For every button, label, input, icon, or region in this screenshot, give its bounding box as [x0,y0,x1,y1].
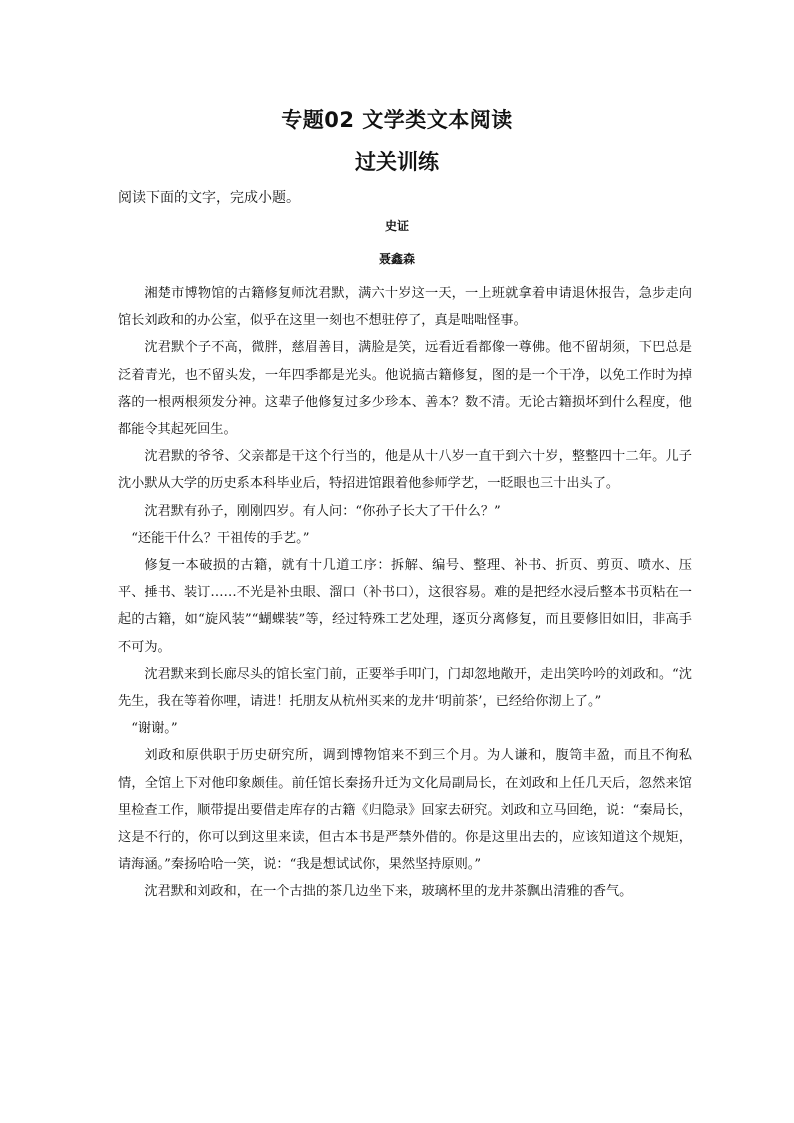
paragraph: 刘政和原供职于历史研究所，调到博物馆来不到三个月。为人谦和，腹笥丰盈，而且不徇私情，全馆上下对他印象颇佳。前任馆长秦扬升迁为文化局副局长，在刘政和上任几天后，忽然来馆里检查工作，顺带提出要借走库存的古籍《归隐录》回家去研究。刘政和立马回绝，说：“秦局长，这是不行的，你可以到这里来读，但古本书是严禁外借的。你是这里出去的，应该知道这个规矩，请海涵。”秦扬哈哈一笑，说：“我是想试试你，果然坚持原则。” [118,748,692,873]
paragraph: 沈君默的爷爷、父亲都是干这个行当的，他是从十八岁一直干到六十岁，整整四十二年。儿子沈小默从大学的历史系本科毕业后，特招进馆跟着他参师学艺，一眨眼也三十出头了。 [118,449,692,492]
paragraph: 沈君默个子不高，微胖，慈眉善目，满脸是笑，远看近看都像一尊佛。他不留胡须，下巴总是泛着青光，也不留头发，一年四季都是光头。他说搞古籍修复，图的是一个干净，以免工作时为掉落的一根两根须发分神。这辈子他修复过多少珍本、善本？数不清。无论古籍损坏到什么程度，他都能令其起死回生。 [118,340,692,438]
paragraph: 沈君默来到长廊尽头的馆长室门前，正要举手叩门，门却忽地敞开，走出笑吟吟的刘政和。“沈先生，我在等着你哩，请进！托朋友从杭州买来的龙井‘明前茶’，已经给你沏上了。” [118,666,692,710]
paragraph: 修复一本破损的古籍，就有十几道工序：拆解、编号、整理、补书、折页、剪页、喷水、压平、捶书、装订……不光是补虫眼、溜口（补书口），这很容易。难的是把经水浸后整本书页粘在一起的古籍，如“旋风装”“蝴蝶装”等，经过特殊工艺处理，逐页分离修复，而且要修旧如旧，非高手不可为。 [118,558,692,655]
paragraph: 沈君默有孙子，刚刚四岁。有人问：“你孙子长大了干什么？” [144,503,501,519]
story-body [118,280,692,906]
story-title: 史证 [384,219,409,233]
document-subtitle: 过关训练 [355,150,439,174]
paragraph: 湘楚市博物馆的古籍修复师沈君默，满六十岁这一天，一上班就拿着申请退休报告，急步走向馆长刘政和的办公室，似乎在这里一刻也不想驻停了，真是咄咄怪事。 [118,286,692,329]
paragraph: “谢谢。” [131,721,178,737]
story-author: 聂鑫森 [378,252,415,266]
reading-instruction: 阅读下面的文字，完成小题。 [118,190,300,206]
paragraph: “还能干什么？干祖传的手艺。” [131,530,310,546]
paragraph: 沈君默和刘政和，在一个古拙的茶几边坐下来，玻璃杯里的龙井茶飘出清雅的香气。 [144,884,633,900]
document-title: 专题02 文学类文本阅读 [281,108,513,132]
